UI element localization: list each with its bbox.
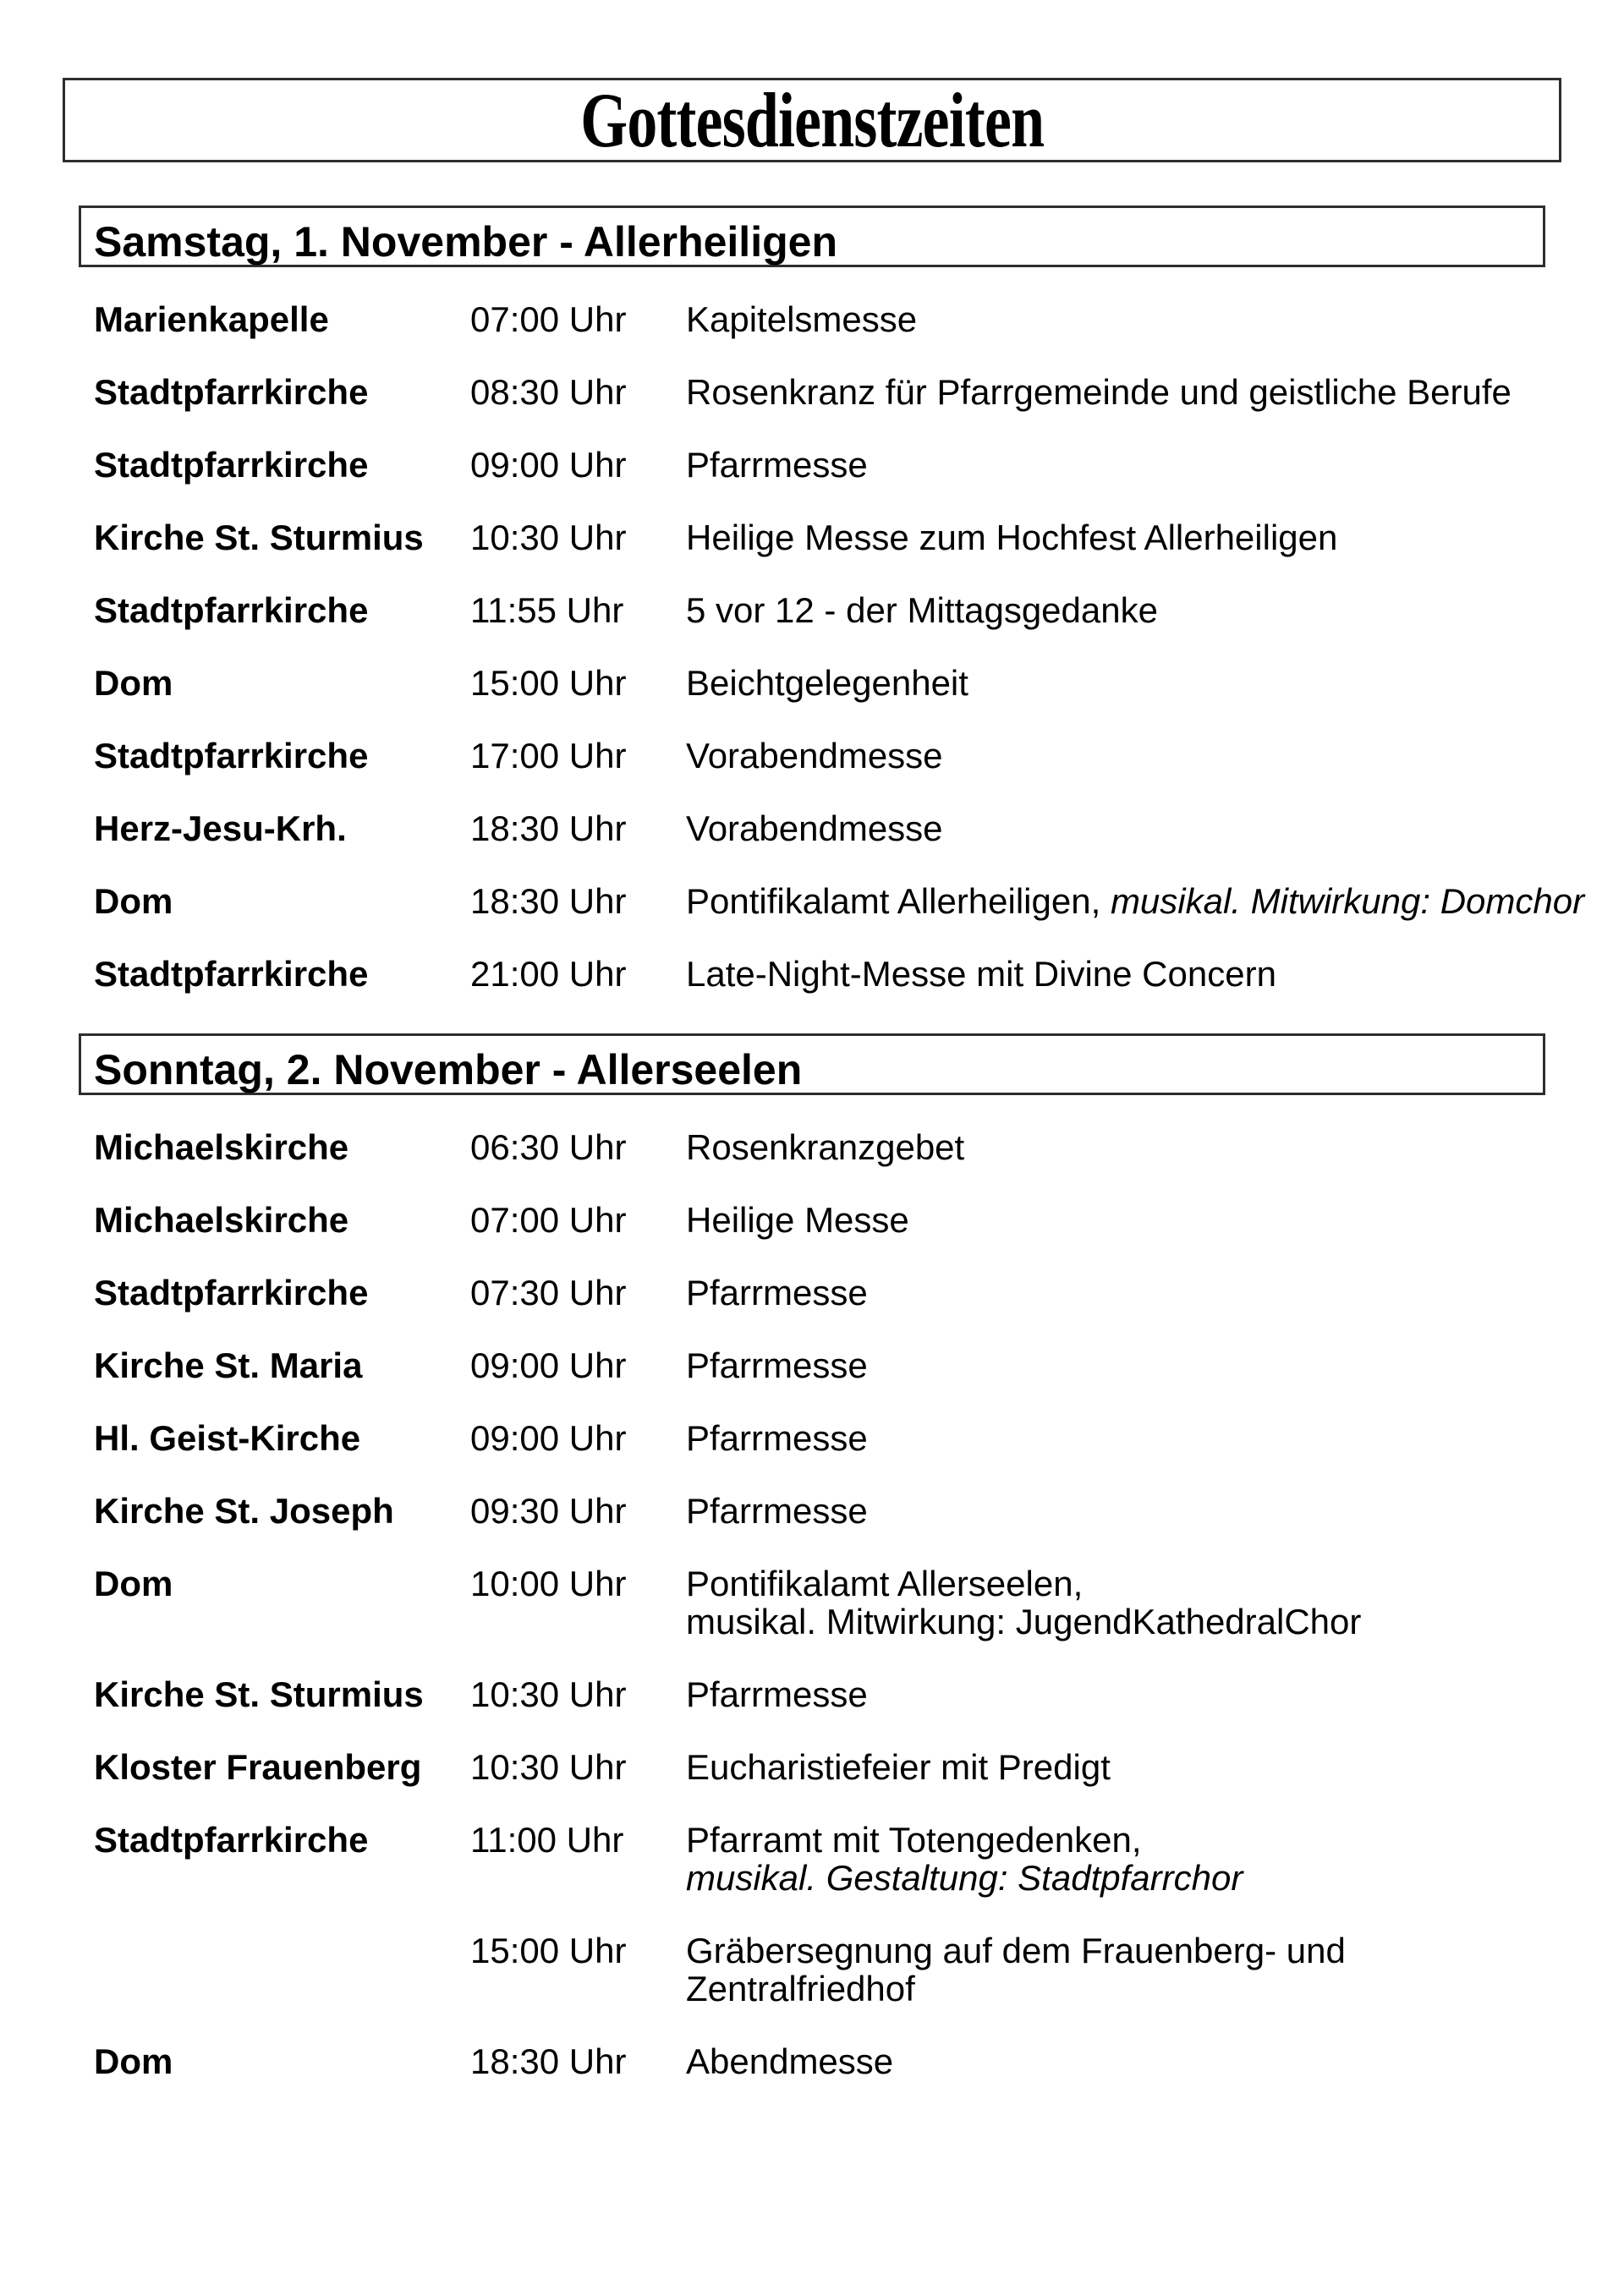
table-row [94,1932,1624,2008]
row-time: 09:00 Uhr [470,1345,627,1385]
table-row [94,737,1624,775]
row-location: Dom [94,2041,173,2081]
row-time: 15:00 Uhr [470,663,627,703]
table-row [94,955,1624,993]
table-row [94,1564,1624,1641]
row-time: 15:00 Uhr [470,1931,627,1970]
row-description: Vorabendmesse [686,808,943,848]
row-description: Beichtgelegenheit [686,663,968,703]
table-row [94,1274,1624,1312]
row-location: Marienkapelle [94,300,329,339]
section-header [79,1033,1545,1095]
row-description: Heilige Messe zum Hochfest Allerheiligen [686,518,1338,557]
section-sonntag-allerseelen [0,1033,1624,2115]
row-location: Dom [94,881,173,921]
row-time: 18:30 Uhr [470,881,627,921]
row-location: Dom [94,663,173,703]
table-row [94,1492,1624,1530]
row-time: 09:00 Uhr [470,445,627,485]
table-row [94,446,1624,484]
row-location: Stadtpfarrkirche [94,954,369,994]
table-row [94,518,1624,556]
table-row [94,373,1624,411]
page-title: Gottesdienstzeiten [580,77,1044,163]
row-location: Stadtpfarrkirche [94,1273,369,1312]
table-row [94,591,1624,629]
row-location: Stadtpfarrkirche [94,590,369,630]
row-time: 10:30 Uhr [470,1747,627,1787]
section-samstag-allerheiligen [0,205,1624,1027]
rows [94,1128,1624,2115]
row-location: Kirche St. Maria [94,1345,363,1385]
row-time: 07:30 Uhr [470,1273,627,1312]
row-description: Late-Night-Messe mit Divine Concern [686,954,1276,994]
title-box [63,78,1561,162]
row-time: 18:30 Uhr [470,808,627,848]
row-description: Pfarramt mit Totengedenken, musikal. Gestaltung: Stadtpfarrchor [686,1820,1243,1898]
table-row [94,1346,1624,1384]
table-row [94,1821,1624,1897]
row-description: Pontifikalamt Allerseelen, musikal. Mitwirkung: JugendKathedralChor [686,1564,1362,1641]
row-time: 09:30 Uhr [470,1491,627,1531]
row-description: Rosenkranz für Pfarrgemeinde und geistliche Berufe [686,372,1512,412]
row-time: 11:55 Uhr [470,590,624,630]
row-time: 10:30 Uhr [470,1674,627,1714]
row-location: Stadtpfarrkirche [94,1820,369,1860]
row-location: Dom [94,1564,173,1603]
row-time: 07:00 Uhr [470,1200,627,1240]
row-time: 11:00 Uhr [470,1820,624,1860]
row-time: 08:30 Uhr [470,372,627,412]
table-row [94,2042,1624,2080]
row-description: Rosenkranzgebet [686,1128,965,1167]
table-row [94,1748,1624,1786]
row-description: Abendmesse [686,2041,894,2081]
row-location: Kloster Frauenberg [94,1747,422,1787]
section-header-label: Samstag, 1. November - Allerheiligen [94,218,837,266]
row-location: Michaelskirche [94,1128,349,1167]
table-row [94,1201,1624,1239]
row-location: Stadtpfarrkirche [94,372,369,412]
row-description: Pfarrmesse [686,1418,868,1458]
row-location: Kirche St. Sturmius [94,518,424,557]
table-row [94,882,1624,920]
row-time: 10:30 Uhr [470,518,627,557]
row-description: Kapitelsmesse [686,300,918,339]
row-time: 21:00 Uhr [470,954,627,994]
section-header [79,205,1545,267]
table-row [94,664,1624,702]
row-location: Kirche St. Sturmius [94,1674,424,1714]
table-row [94,809,1624,847]
row-description: Gräbersegnung auf dem Frauenberg- und Zentralfriedhof [686,1931,1346,2008]
table-row [94,1675,1624,1713]
row-location: Stadtpfarrkirche [94,445,369,485]
rows [94,300,1624,1027]
row-description: Vorabendmesse [686,736,943,775]
row-time: 06:30 Uhr [470,1128,627,1167]
row-location: Kirche St. Joseph [94,1491,394,1531]
row-description: Pontifikalamt Allerheiligen, musikal. Mitwirkung: Domchor [686,881,1585,921]
table-row [94,1419,1624,1457]
row-description: Pfarrmesse [686,445,868,485]
row-description: Pfarrmesse [686,1345,868,1385]
row-time: 10:00 Uhr [470,1564,627,1603]
row-description: Pfarrmesse [686,1674,868,1714]
row-description: 5 vor 12 - der Mittagsgedanke [686,590,1158,630]
row-time: 17:00 Uhr [470,736,627,775]
row-description: Heilige Messe [686,1200,909,1240]
row-description: Eucharistiefeier mit Predigt [686,1747,1111,1787]
row-description: Pfarrmesse [686,1491,868,1531]
row-location: Stadtpfarrkirche [94,736,369,775]
table-row [94,1128,1624,1166]
row-time: 09:00 Uhr [470,1418,627,1458]
row-time: 07:00 Uhr [470,300,627,339]
row-location: Michaelskirche [94,1200,349,1240]
section-header-label: Sonntag, 2. November - Allerseelen [94,1046,803,1093]
table-row [94,300,1624,338]
row-time: 18:30 Uhr [470,2041,627,2081]
row-description: Pfarrmesse [686,1273,868,1312]
row-location: Hl. Geist-Kirche [94,1418,361,1458]
row-location: Herz-Jesu-Krh. [94,808,347,848]
